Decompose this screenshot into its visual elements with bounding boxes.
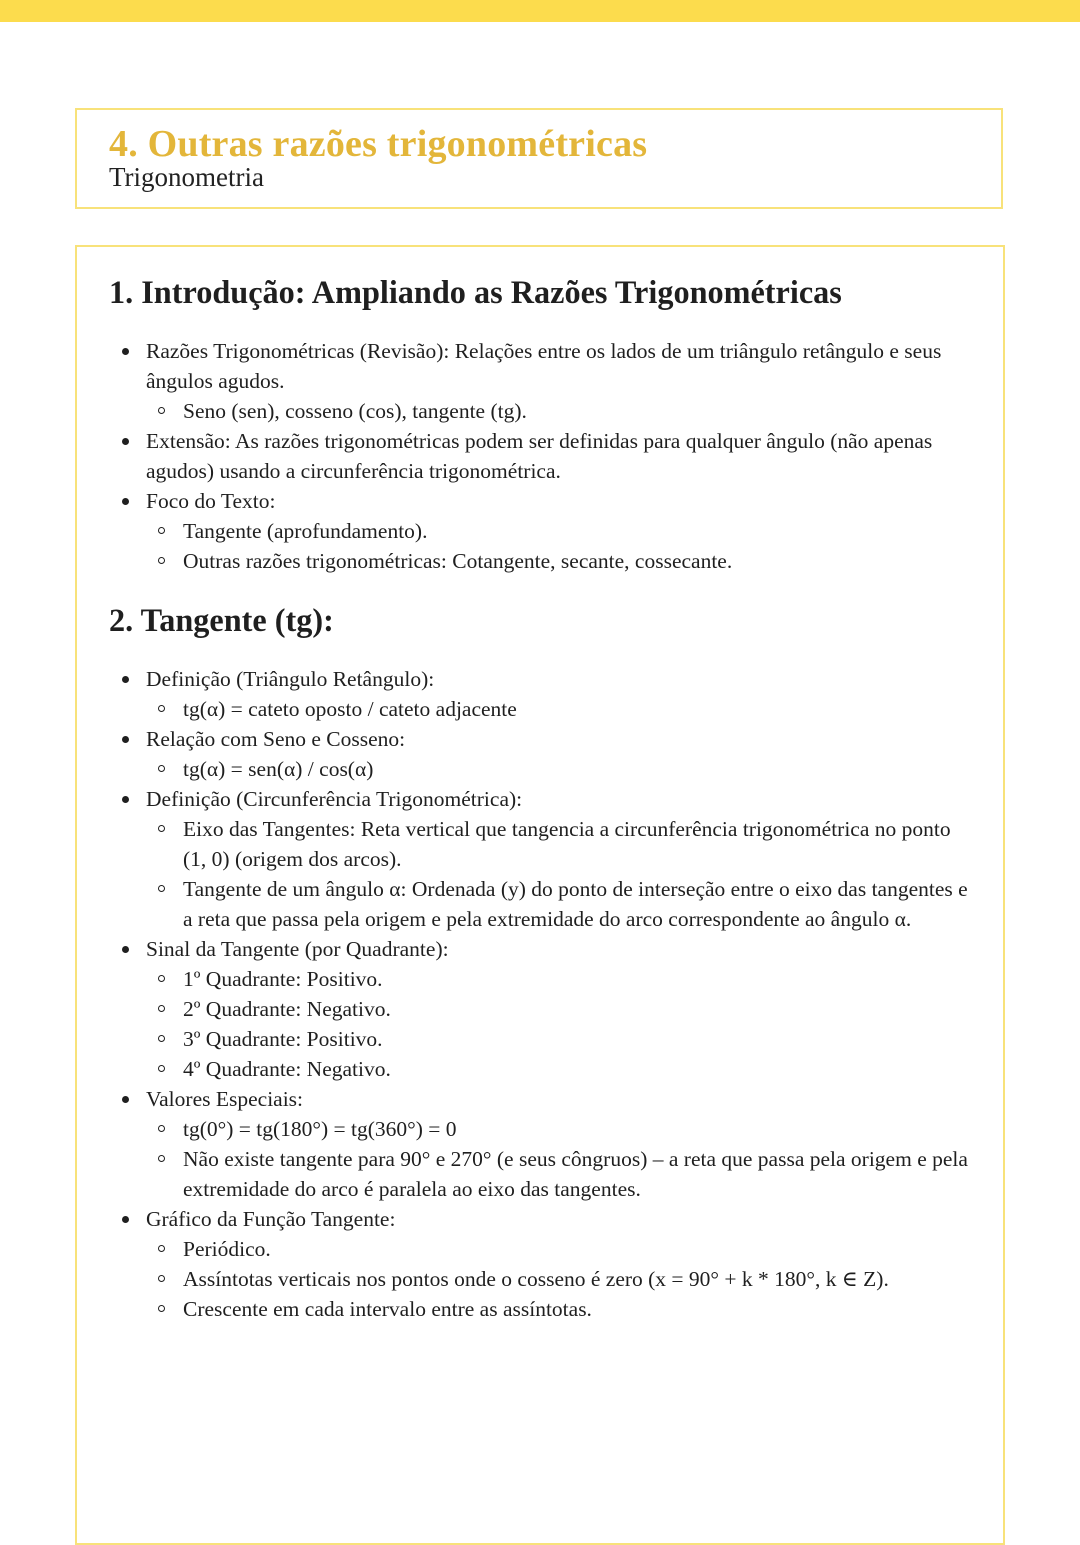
sub-list <box>146 1234 979 1324</box>
list-item <box>109 784 979 934</box>
list-item-text: Extensão: As razões trigonométricas podem ser definidas para qualquer ângulo (não apenas agudos) usando a circunferência trigonométrica. <box>146 429 933 483</box>
bullet-icon <box>122 676 129 683</box>
bullet-icon <box>122 438 129 445</box>
section-heading-introduction: 1. Introdução: Ampliando as Razões Trigonométricas <box>109 274 842 310</box>
page-subtitle: Trigonometria <box>109 162 264 192</box>
circle-bullet-icon <box>158 407 165 414</box>
sub-list-item-text: Não existe tangente para 90° e 270° (e seus côngruos) – a reta que passa pela origem e pela extremidade do arco é paralela ao eixo das tangentes. <box>183 1147 968 1201</box>
sub-list-item-text: Crescente em cada intervalo entre as assíntotas. <box>183 1297 592 1321</box>
sub-list-item-text: 2º Quadrante: Negativo. <box>183 997 391 1021</box>
sub-list-item-text: Eixo das Tangentes: Reta vertical que tangencia a circunferência trigonométrica no ponto (1, 0) (origem dos arcos). <box>183 817 951 871</box>
sub-list-item-text: Tangente de um ângulo α: Ordenada (y) do ponto de interseção entre o eixo das tangentes e a reta que passa pela origem e pela extremidade do arco correspondente ao ângulo α. <box>183 877 968 931</box>
list-item <box>109 486 979 576</box>
circle-bullet-icon <box>158 975 165 982</box>
sub-list-item-text: Outras razões trigonométricas: Cotangente, secante, cossecante. <box>183 549 733 573</box>
circle-bullet-icon <box>158 1005 165 1012</box>
sub-list-item-text: 3º Quadrante: Positivo. <box>183 1027 383 1051</box>
sub-list-item <box>146 694 979 724</box>
sub-list-item <box>146 1024 979 1054</box>
sub-list-item <box>146 1264 979 1294</box>
sub-list-item <box>146 874 979 934</box>
circle-bullet-icon <box>158 557 165 564</box>
sub-list <box>146 754 979 784</box>
sub-list-item <box>146 1054 979 1084</box>
circle-bullet-icon <box>158 825 165 832</box>
bullet-icon <box>122 348 129 355</box>
sub-list <box>146 396 979 426</box>
bullet-list <box>109 664 979 1324</box>
title-card <box>75 108 1003 209</box>
list-item <box>109 1084 979 1204</box>
sub-list-item <box>146 1114 979 1144</box>
sub-list <box>146 694 979 724</box>
sub-list <box>146 964 979 1084</box>
sub-list-item-text: Seno (sen), cosseno (cos), tangente (tg). <box>183 399 527 423</box>
content-card <box>75 245 1005 1545</box>
sub-list-item-text: Periódico. <box>183 1237 271 1261</box>
list-item <box>109 1204 979 1324</box>
sub-list-item-text: tg(0°) = tg(180°) = tg(360°) = 0 <box>183 1117 457 1141</box>
sub-list <box>146 1114 979 1204</box>
bullet-list <box>109 336 979 576</box>
circle-bullet-icon <box>158 1275 165 1282</box>
circle-bullet-icon <box>158 765 165 772</box>
bullet-icon <box>122 796 129 803</box>
list-item-text: Valores Especiais: <box>146 1087 304 1111</box>
sub-list-item <box>146 964 979 994</box>
sub-list-item-text: 1º Quadrante: Positivo. <box>183 967 383 991</box>
list-item-text: Definição (Circunferência Trigonométrica): <box>146 787 523 811</box>
sub-list-item-text: 4º Quadrante: Negativo. <box>183 1057 391 1081</box>
sub-list-item <box>146 1144 979 1204</box>
document-body <box>109 274 979 1324</box>
bullet-icon <box>122 1216 129 1223</box>
top-accent-bar <box>0 0 1080 22</box>
sub-list-item <box>146 1234 979 1264</box>
bullet-icon <box>122 498 129 505</box>
list-item-text: Definição (Triângulo Retângulo): <box>146 667 435 691</box>
sub-list-item-text: Assíntotas verticais nos pontos onde o cosseno é zero (x = 90° + k * 180°, k ∈ Z). <box>183 1267 889 1291</box>
list-item <box>109 934 979 1084</box>
list-item <box>109 664 979 724</box>
list-item-text: Razões Trigonométricas (Revisão): Relações entre os lados de um triângulo retângulo e seus ângulos agudos. <box>146 339 942 393</box>
sub-list-item <box>146 516 979 546</box>
circle-bullet-icon <box>158 1155 165 1162</box>
list-item-text: Relação com Seno e Cosseno: <box>146 727 406 751</box>
sub-list-item-text: tg(α) = sen(α) / cos(α) <box>183 757 374 781</box>
sub-list-item-text: tg(α) = cateto oposto / cateto adjacente <box>183 697 517 721</box>
circle-bullet-icon <box>158 1065 165 1072</box>
list-item <box>109 336 979 426</box>
sub-list-item <box>146 754 979 784</box>
sub-list <box>146 814 979 934</box>
circle-bullet-icon <box>158 885 165 892</box>
circle-bullet-icon <box>158 1035 165 1042</box>
sub-list-item <box>146 994 979 1024</box>
list-item-text: Gráfico da Função Tangente: <box>146 1207 396 1231</box>
bullet-icon <box>122 1096 129 1103</box>
list-item-text: Foco do Texto: <box>146 489 276 513</box>
section-heading-tangent: 2. Tangente (tg): <box>109 602 334 638</box>
circle-bullet-icon <box>158 1245 165 1252</box>
sub-list <box>146 516 979 576</box>
circle-bullet-icon <box>158 705 165 712</box>
circle-bullet-icon <box>158 1125 165 1132</box>
list-item-text: Sinal da Tangente (por Quadrante): <box>146 937 449 961</box>
sub-list-item <box>146 814 979 874</box>
sub-list-item <box>146 396 979 426</box>
circle-bullet-icon <box>158 1305 165 1312</box>
sub-list-item <box>146 1294 979 1324</box>
sub-list-item-text: Tangente (aprofundamento). <box>183 519 428 543</box>
page-title: 4. Outras razões trigonométricas <box>109 123 648 165</box>
circle-bullet-icon <box>158 527 165 534</box>
list-item <box>109 426 979 486</box>
list-item <box>109 724 979 784</box>
sub-list-item <box>146 546 979 576</box>
bullet-icon <box>122 946 129 953</box>
bullet-icon <box>122 736 129 743</box>
